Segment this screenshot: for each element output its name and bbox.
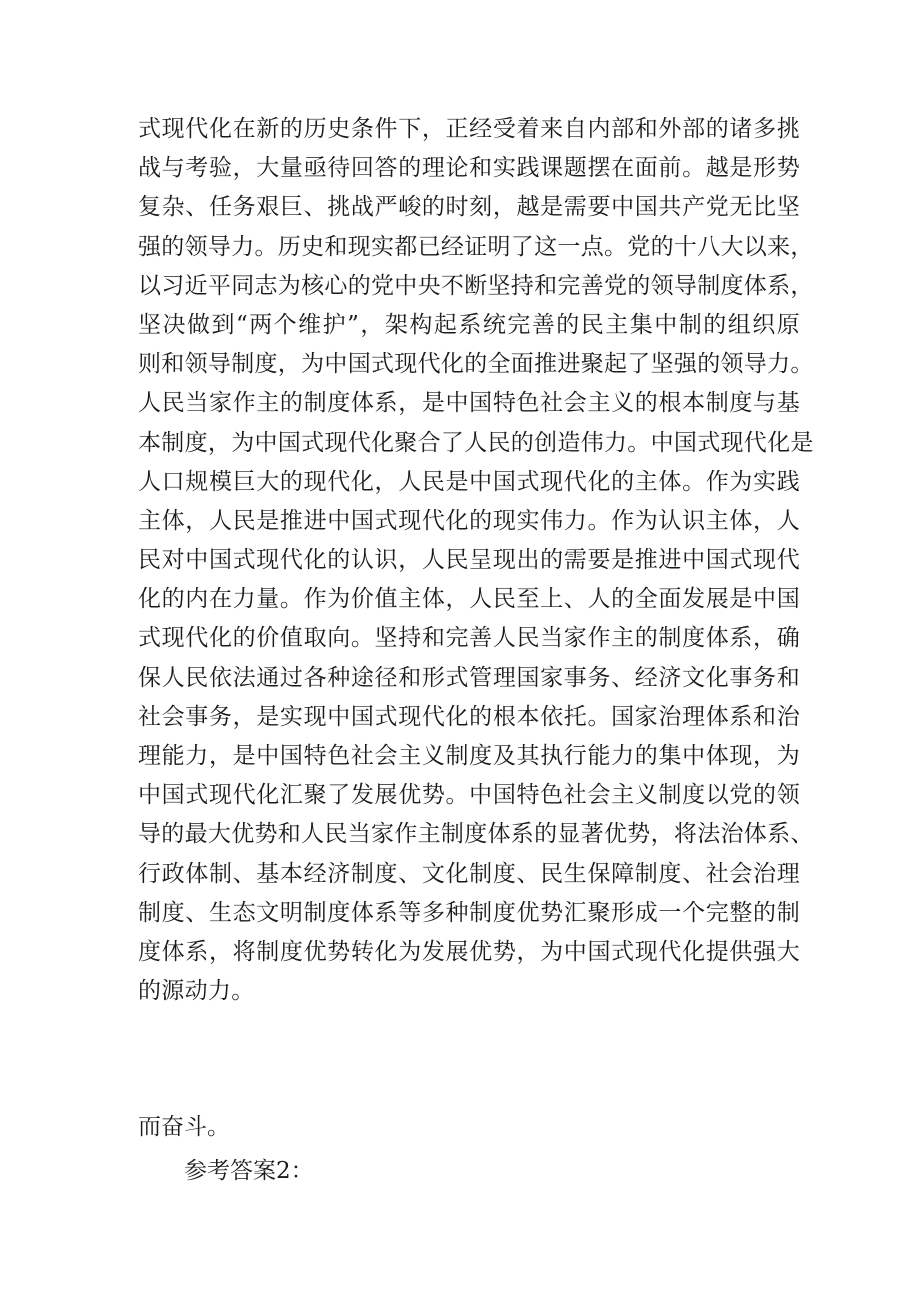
text-line: 民对中国式现代化的认识，人民呈现出的需要是推进中国式现代: [138, 547, 800, 574]
text-line: 强的领导力。历史和现实都已经证明了这一点。党的十八大以来，: [138, 233, 814, 260]
text-line: 人口规模巨大的现代化，人民是中国式现代化的主体。作为实践: [138, 468, 800, 495]
text-line: 人民当家作主的制度体系，是中国特色社会主义的根本制度与基: [138, 390, 800, 417]
text-line: 式现代化在新的历史条件下，正经受着来自内部和外部的诸多挑: [138, 116, 800, 142]
text-line: 复杂、任务艰巨、挑战严峻的时刻，越是需要中国共产党无比坚: [138, 194, 800, 221]
text-line: 中国式现代化汇聚了发展优势。中国特色社会主义制度以党的领: [138, 782, 800, 809]
text-line: 式现代化的价值取向。坚持和完善人民当家作主的制度体系，确: [138, 625, 800, 652]
text-line: 制度、生态文明制度体系等多种制度优势汇聚形成一个完整的制: [138, 899, 800, 926]
text-line: 化的内在力量。作为价值主体，人民至上、人的全面发展是中国: [138, 586, 800, 613]
text-line: 则和领导制度，为中国式现代化的全面推进聚起了坚强的领导力。: [138, 351, 814, 378]
body-paragraph: [138, 110, 814, 1011]
text-line: 理能力，是中国特色社会主义制度及其执行能力的集中体现，为: [138, 743, 800, 769]
text-line: 坚决做到“两个维护”，架构起系统完善的民主集中制的组织原: [138, 311, 800, 338]
text-line: 社会事务，是实现中国式现代化的根本依托。国家治理体系和治: [138, 703, 800, 730]
text-line: 以习近平同志为核心的党中央不断坚持和完善党的领导制度体系，: [138, 272, 814, 299]
text-line: 主体，人民是推进中国式现代化的现实伟力。作为认识主体，人: [138, 507, 800, 534]
text-line: 导的最大优势和人民当家作主制度体系的显著优势，将法治体系、: [138, 821, 814, 848]
text-line: 度体系，将制度优势转化为发展优势，为中国式现代化提供强大: [138, 938, 800, 965]
answer-heading: 参考答案2：: [184, 1158, 314, 1184]
text-line: 行政体制、基本经济制度、文化制度、民生保障制度、社会治理: [138, 860, 800, 887]
text-line: 战与考验，大量亟待回答的理论和实践课题摆在面前。越是形势: [138, 155, 800, 182]
tail-text: 而奋斗。: [138, 1114, 230, 1140]
text-line: 本制度，为中国式现代化聚合了人民的创造伟力。中国式现代化是: [138, 429, 814, 456]
text-line: 保人民依法通过各种途径和形式管理国家事务、经济文化事务和: [138, 664, 800, 691]
text-line: 的源动力。: [138, 978, 255, 1005]
